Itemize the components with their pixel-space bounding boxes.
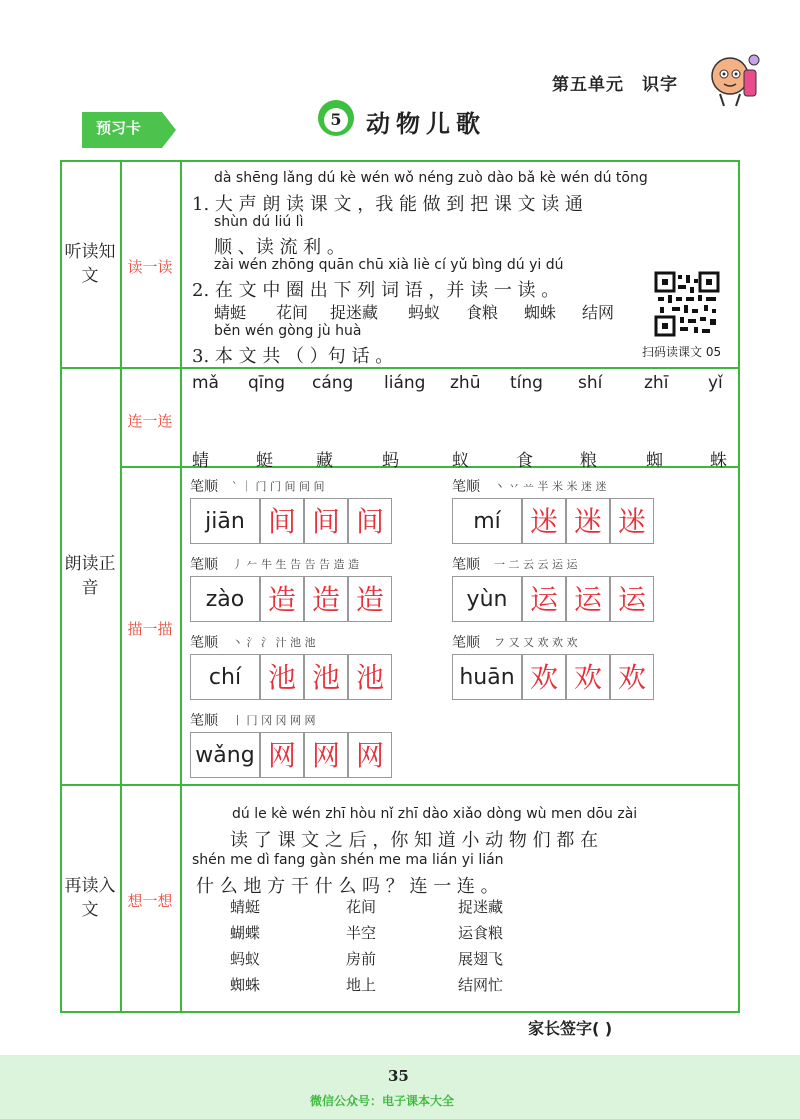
list-item: 食粮: [466, 303, 499, 322]
link-hanzi[interactable]: 蚂: [382, 451, 399, 471]
tracing-grid-cell[interactable]: 池: [260, 654, 304, 700]
q1b-text: 顺 、读 流 利 。: [214, 237, 345, 258]
match-left[interactable]: 蜻蜓: [230, 898, 261, 916]
tracing-grid-cell[interactable]: 造: [304, 576, 348, 622]
tracing-grid-cell[interactable]: 运: [522, 576, 566, 622]
pinyin-box: yùn: [452, 576, 522, 622]
tracing-grid-cell[interactable]: 运: [610, 576, 654, 622]
match-right[interactable]: 展翅飞: [458, 950, 504, 968]
think-pinyin-2: shén me dì fang gàn shén me ma lián yi lián: [192, 852, 504, 868]
list-item: 蜘蛛: [524, 303, 557, 322]
tracing-grid-cell[interactable]: 迷: [610, 498, 654, 544]
tracing-grid-cell[interactable]: 网: [348, 732, 392, 778]
tracing-grid-cell[interactable]: 造: [260, 576, 304, 622]
link-hanzi[interactable]: 藏: [316, 451, 333, 471]
link-pinyin[interactable]: shí: [578, 373, 603, 393]
divider: [60, 784, 740, 786]
q2-text: 2. 在 文 中 圈 出 下 列 词 语 ，并 读 一 读 。: [192, 280, 560, 301]
q3-text: 3. 本 文 共 （ ）句 话 。: [192, 346, 394, 367]
link-pinyin[interactable]: qīng: [248, 373, 286, 393]
tracing-grid-cell[interactable]: 间: [260, 498, 304, 544]
tracing-grid-cell[interactable]: 迷: [522, 498, 566, 544]
link-hanzi[interactable]: 粮: [580, 451, 597, 471]
footer-band: [0, 1055, 800, 1119]
link-hanzi[interactable]: 食: [516, 451, 533, 471]
stroke-order-label: 笔顺: [190, 479, 218, 495]
link-hanzi[interactable]: 蜘: [646, 451, 663, 471]
tracing-grid-cell[interactable]: 网: [304, 732, 348, 778]
match-middle[interactable]: 地上: [346, 976, 377, 994]
tracing-grid-cell[interactable]: 运: [566, 576, 610, 622]
match-left[interactable]: 蝴蝶: [230, 924, 261, 942]
tracing-grid-cell[interactable]: 间: [348, 498, 392, 544]
lesson-number: 5: [318, 100, 354, 136]
think-text-1: 读 了 课 文 之 后 ，你 知 道 小 动 物 们 都 在: [230, 830, 599, 851]
tracing-grid-cell[interactable]: 间: [304, 498, 348, 544]
link-hanzi[interactable]: 蛛: [710, 451, 727, 471]
stroke-sequence: 丶 丷 䒑 半 米 米 迷 迷: [494, 480, 607, 493]
stroke-order-label: 笔顺: [190, 557, 218, 573]
tracing-grid-cell[interactable]: 池: [304, 654, 348, 700]
q1-pinyin: dà shēng lǎng dú kè wén wǒ néng zuò dào bǎ kè wén dú tōng: [214, 170, 648, 186]
match-right[interactable]: 结网忙: [458, 976, 504, 994]
tracing-grid-cell[interactable]: 造: [348, 576, 392, 622]
pinyin-box: wǎng: [190, 732, 260, 778]
match-right[interactable]: 捉迷藏: [458, 898, 504, 916]
stroke-order-label: 笔顺: [452, 479, 480, 495]
parent-signature-field[interactable]: 家长签字( ): [528, 1019, 613, 1038]
sub-label-think: 想一想: [127, 892, 173, 910]
pinyin-box: zào: [190, 576, 260, 622]
stroke-sequence: 一 二 云 云 运 运: [494, 558, 578, 571]
stroke-order-label: 笔顺: [190, 713, 218, 729]
tracing-grid-cell[interactable]: 欢: [566, 654, 610, 700]
sub-label-read: 读一读: [127, 258, 173, 276]
stroke-order-label: 笔顺: [452, 635, 480, 651]
sub-label-trace: 描一描: [127, 620, 173, 638]
divider: [120, 160, 122, 1013]
match-middle[interactable]: 花间: [346, 898, 377, 916]
tracing-grid-cell[interactable]: 网: [260, 732, 304, 778]
pinyin-box: mí: [452, 498, 522, 544]
divider: [180, 160, 182, 1013]
stroke-order-label: 笔顺: [190, 635, 218, 651]
pinyin-box: huān: [452, 654, 522, 700]
match-right[interactable]: 运食粮: [458, 924, 504, 942]
q1-text: 1. 大 声 朗 读 课 文 ，我 能 做 到 把 课 文 读 通: [192, 194, 583, 215]
stroke-sequence: 丿 𠂉 牛 生 告 告 告 造 造: [232, 558, 359, 571]
list-item: 捉迷藏: [330, 303, 379, 322]
tracing-grid-cell[interactable]: 池: [348, 654, 392, 700]
link-pinyin[interactable]: mǎ: [192, 373, 219, 393]
stroke-order-label: 笔顺: [452, 557, 480, 573]
list-item: 蚂蚁: [408, 303, 441, 322]
stroke-sequence: 丶 氵 氵 汁 池 池: [232, 636, 316, 649]
qr-code-icon[interactable]: [654, 271, 720, 337]
stroke-sequence: フ 又 又 欢 欢 欢: [494, 636, 578, 649]
match-left[interactable]: 蜘蛛: [230, 976, 261, 994]
tracing-grid-cell[interactable]: 欢: [610, 654, 654, 700]
tracing-grid-cell[interactable]: 欢: [522, 654, 566, 700]
tracing-grid-cell[interactable]: 迷: [566, 498, 610, 544]
list-item: 蜻蜓: [214, 303, 247, 322]
link-pinyin[interactable]: yǐ: [708, 373, 723, 393]
link-hanzi[interactable]: 蜻: [192, 451, 209, 471]
q1b-pinyin: shùn dú liú lì: [214, 214, 304, 230]
divider: [60, 367, 740, 369]
list-item: 结网: [582, 303, 615, 322]
sub-label-link: 连一连: [127, 412, 173, 430]
preview-card-tag: 预习卡: [96, 119, 142, 137]
match-middle[interactable]: 半空: [346, 924, 377, 942]
mascot-icon: [700, 48, 762, 110]
link-pinyin[interactable]: liáng: [384, 373, 426, 393]
lesson-title: 动物儿歌: [366, 109, 486, 138]
link-pinyin[interactable]: zhī: [644, 373, 669, 393]
stroke-sequence: 丨 冂 冈 冈 网 网: [232, 714, 316, 727]
match-middle[interactable]: 房前: [346, 950, 377, 968]
section-label-reread: 再读入文: [64, 876, 116, 920]
pinyin-box: jiān: [190, 498, 260, 544]
link-pinyin[interactable]: zhū: [450, 373, 481, 393]
list-item: 花间: [276, 303, 309, 322]
section-label-read-aloud: 朗读正音: [64, 554, 116, 598]
section-label-listen: 听读知文: [64, 242, 116, 286]
match-left[interactable]: 蚂蚁: [230, 950, 261, 968]
pinyin-box: chí: [190, 654, 260, 700]
qr-caption: 扫码读课文 05: [642, 345, 722, 359]
link-hanzi[interactable]: 蜓: [256, 451, 273, 471]
unit-title: 第五单元 识字: [552, 75, 678, 95]
link-hanzi[interactable]: 蚁: [452, 451, 469, 471]
q3-pinyin: běn wén gòng jù huà: [214, 323, 362, 339]
think-text-2: 什 么 地 方 干 什 么 吗 ？ 连 一 连 。: [196, 876, 499, 897]
stroke-sequence: ` ｜ 门 门 间 间 间: [232, 480, 325, 493]
q2-pinyin: zài wén zhōng quān chū xià liè cí yǔ bìng dú yi dú: [214, 257, 564, 273]
think-pinyin-1: dú le kè wén zhī hòu nǐ zhī dào xiǎo dòng wù men dōu zài: [232, 806, 638, 822]
link-pinyin[interactable]: tíng: [510, 373, 543, 393]
page-number: 35: [388, 1067, 409, 1085]
link-pinyin[interactable]: cáng: [312, 373, 354, 393]
wechat-caption: 微信公众号：电子课本大全: [310, 1094, 455, 1108]
